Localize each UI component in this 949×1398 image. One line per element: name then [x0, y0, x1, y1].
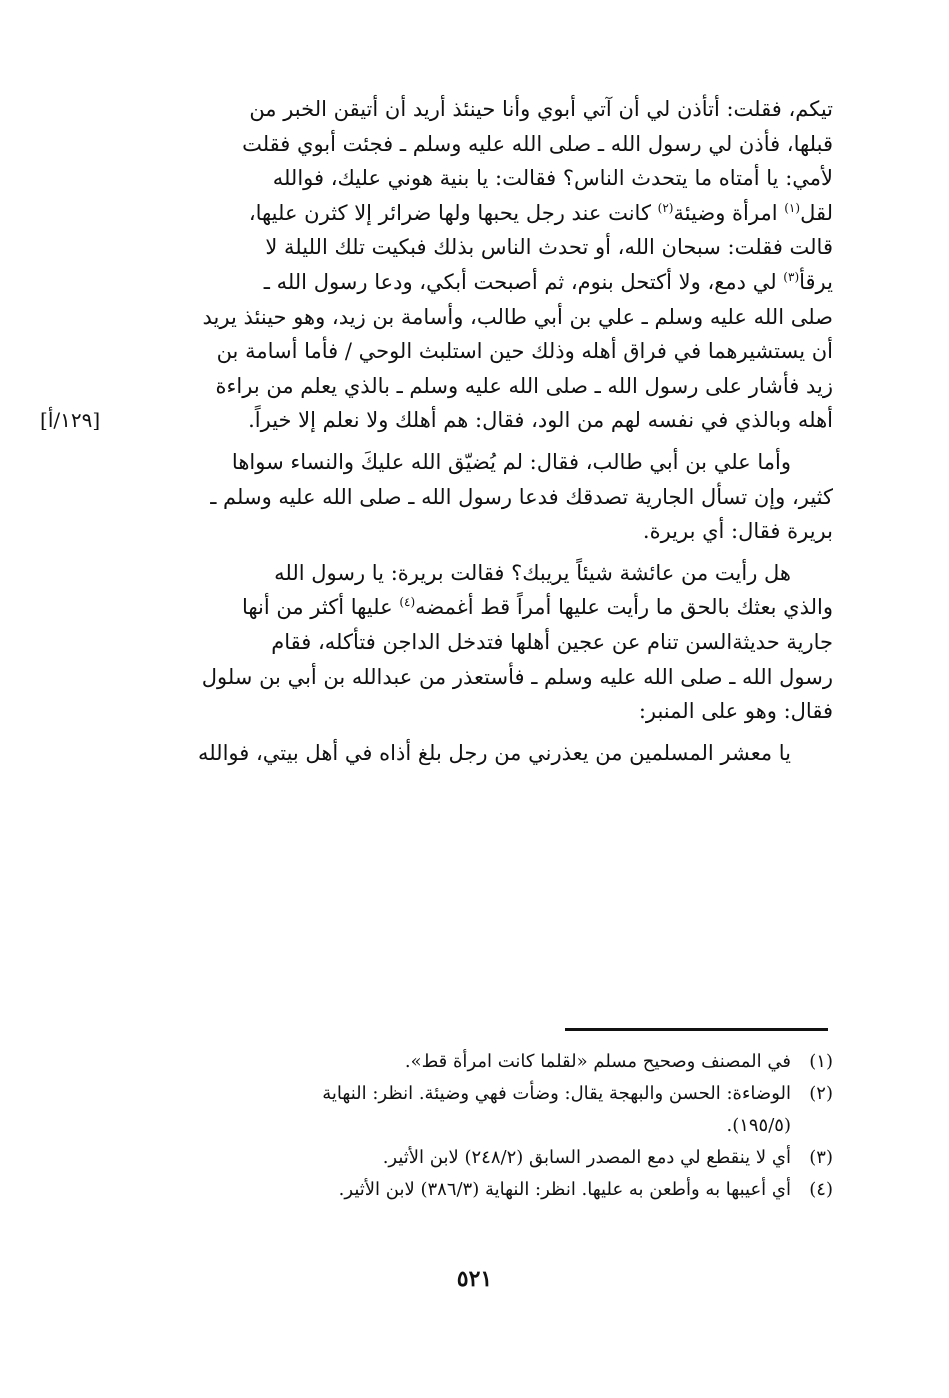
- footnote-number: (٢): [809, 1083, 833, 1104]
- footnote: [118, 1078, 833, 1110]
- text-line: أهله وبالذي في نفسه لهم من الود، فقال: هم أهلك ولا نعلم إلا خيراً.: [248, 408, 833, 433]
- footnote-number: (٤): [809, 1179, 833, 1200]
- text-line: قالت فقلت: سبحان الله، أو تحدث الناس بذلك فبكيت تلك الليلة لا: [265, 235, 833, 260]
- footnote: [118, 1046, 833, 1078]
- footnote: [118, 1174, 833, 1206]
- text-line: زيد فأشار على رسول الله ـ صلى الله عليه وسلم ـ بالذي يعلم من براءة: [215, 373, 833, 398]
- footnote-marker: (١): [784, 200, 801, 215]
- footnote-continuation: (١٩٥/٥).: [726, 1115, 791, 1136]
- text-line: صلى الله عليه وسلم ـ علي بن أبي طالب، وأسامة بن زيد، وهو حينئذ يريد: [202, 304, 833, 329]
- text-segment: عليها أكثر من أنها: [241, 595, 400, 620]
- text-line: [118, 265, 833, 300]
- footnote: [118, 1142, 833, 1174]
- text-line: [118, 590, 833, 625]
- margin-folio-note: [١٢٩/أ]: [40, 408, 101, 432]
- footnote-text: أي لا ينقطع لي دمع المصدر السابق (٢٤٨/٢) لابن الأثير.: [382, 1147, 791, 1168]
- text-line: جارية حديثةالسن تنام عن عجين أهلها فتدخل الداجن فتأكله، فقام: [271, 629, 833, 654]
- text-segment: لقل: [800, 200, 833, 225]
- text-line: كثير، وإن تسأل الجارية تصدقك فدعا رسول الله ـ صلى الله عليه وسلم ـ: [210, 484, 833, 509]
- text-line: فقال: وهو على المنبر:: [638, 699, 833, 724]
- text-line: رسول الله ـ صلى الله عليه وسلم ـ فأستعذر من عبدالله بن أبي بن سلول: [201, 664, 833, 689]
- text-line: وأما علي بن أبي طالب، فقال: لم يُضيّق الله عليكَ والنساء سواها: [231, 449, 791, 474]
- text-line: لأمي: يا أمتاه ما يتحدث الناس؟ فقالت: يا بنية هوني عليك، فوالله: [272, 166, 833, 191]
- footnotes: [118, 1046, 833, 1206]
- text-line: تيكم، فقلت: أتأذن لي أن آتي أبوي وأنا حينئذ أريد أن أتيقن الخبر من: [249, 97, 833, 121]
- text-segment: امرأة وضيئة: [673, 200, 785, 225]
- footnote-text: الوضاءة: الحسن والبهجة يقال: وضأت فهي وضيئة. انظر: النهاية: [322, 1083, 791, 1104]
- text-line: يا معشر المسلمين من يعذرني من رجل بلغ أذاه في أهل بيتي، فوالله: [197, 740, 791, 765]
- text-line: [118, 196, 833, 231]
- text-segment: يرقأ: [799, 269, 833, 294]
- footnote-marker: (٤): [399, 595, 416, 610]
- text-line: بريرة فقال: أي بريرة.: [642, 519, 833, 544]
- footnote-marker: (٢): [657, 200, 674, 215]
- text-line: قبلها، فأذن لي رسول الله ـ صلى الله عليه وسلم ـ فجئت أبوي فقلت: [242, 131, 833, 156]
- text-line: هل رأيت من عائشة شيئاً يريبك؟ فقالت بريرة: يا رسول الله: [274, 560, 791, 585]
- footnote-number: (٣): [809, 1147, 833, 1168]
- footnote-separator: [565, 1028, 828, 1031]
- text-segment: لي دمع، ولا أكتحل بنوم، ثم أصبحت أبكي، ودعا رسول الله ـ: [263, 269, 784, 294]
- footnote-number: (١): [809, 1051, 833, 1072]
- text-segment: كانت عند رجل يحبها ولها ضرائر إلا كثرن عليها،: [248, 200, 658, 225]
- footnote-text: أي أعيبها به وأطعن به عليها. انظر: النهاية (٣٨٦/٣) لابن الأثير.: [338, 1179, 791, 1200]
- page-number: ٥٢١: [456, 1266, 493, 1292]
- main-text: [118, 92, 833, 770]
- text-segment: والذي بعثك بالحق ما رأيت عليها أمراً قط أغمضه: [415, 595, 833, 620]
- footnote-text: في المصنف وصحيح مسلم «لقلما كانت امرأة قط».: [404, 1051, 791, 1072]
- text-line: أن يستشيرهما في فراق أهله وذلك حين استلبث الوحي / فأما أسامة بن: [216, 339, 833, 364]
- footnote-marker: (٣): [783, 269, 800, 284]
